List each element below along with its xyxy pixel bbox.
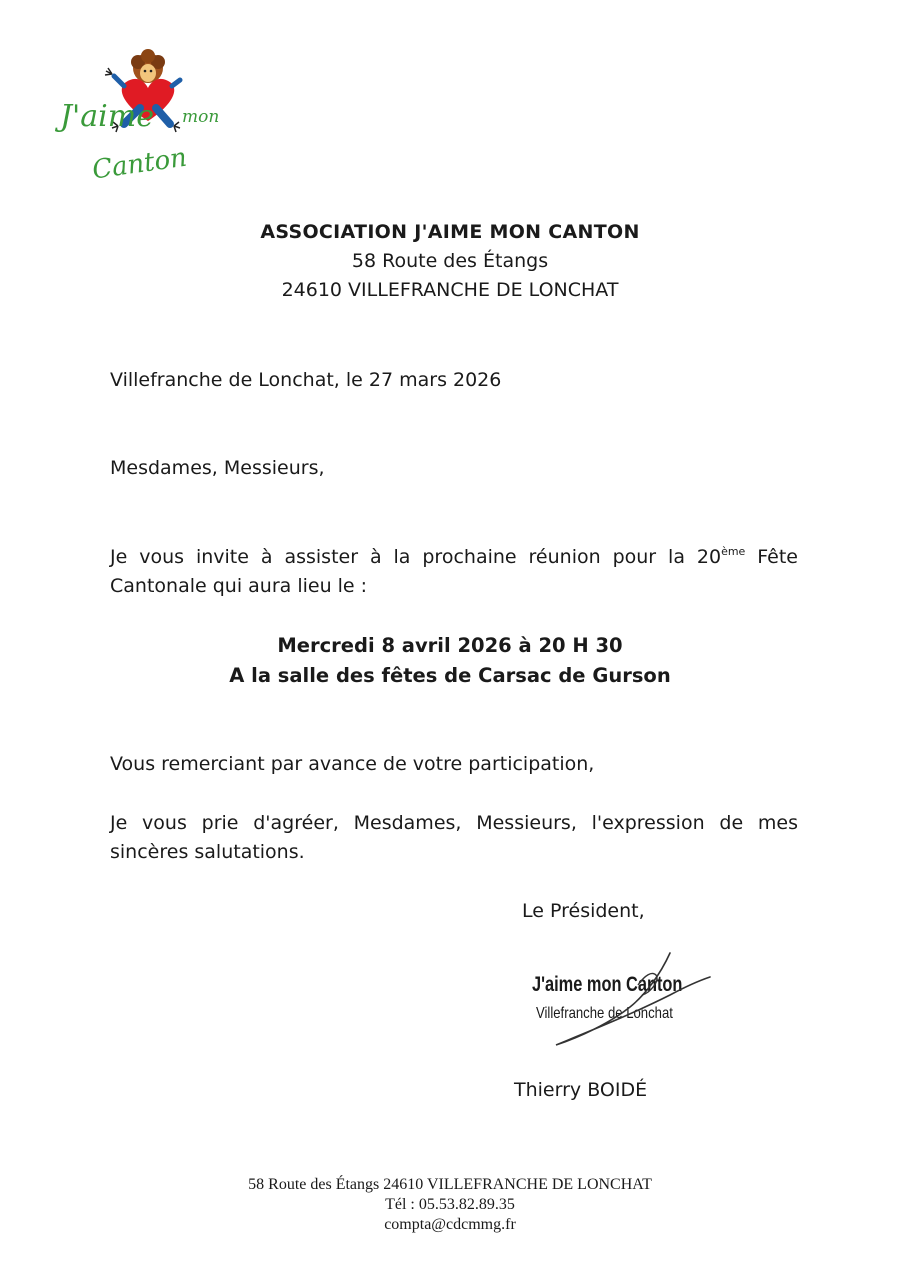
closing-paragraph: Je vous prie d'agréer, Mesdames, Messieurs, l'expression de mes sincères salutations. [110, 812, 798, 863]
logo-text-jaime: J'aime [60, 99, 154, 134]
ordinal-suffix: ème [721, 545, 746, 558]
signatory-title: Le Président, [522, 900, 645, 922]
association-city: 24610 VILLEFRANCHE DE LONCHAT [281, 279, 619, 301]
invitation-paragraph [110, 543, 798, 601]
stamp-line-2: Villefranche de Lonchat [536, 1005, 673, 1022]
association-name: ASSOCIATION J'AIME MON CANTON [260, 221, 640, 243]
meeting-place: A la salle des fêtes de Carsac de Gurson [229, 664, 671, 687]
sender-header [0, 218, 900, 305]
meeting-date: Mercredi 8 avril 2026 à 20 H 30 [277, 634, 623, 657]
footer-address: 58 Route des Étangs 24610 VILLEFRANCHE DE LONCHAT [248, 1176, 652, 1193]
association-street: 58 Route des Étangs [351, 250, 549, 272]
logo-text-canton: Canton [90, 142, 189, 186]
logo-text-mon: mon [182, 107, 220, 127]
handwritten-signature [520, 945, 720, 1055]
meeting-details [0, 631, 900, 691]
stamp-line-1: J'aime mon Canton [532, 973, 683, 996]
footer-phone: Tél : 05.53.82.89.35 [385, 1196, 515, 1213]
thanks-line: Vous remerciant par avance de votre participation, [110, 753, 595, 775]
association-logo [52, 46, 232, 196]
invitation-text-part1: Je vous invite à assister à la prochaine réunion pour la 20 [110, 546, 722, 568]
salutation: Mesdames, Messieurs, [110, 457, 325, 479]
invitation-text-part2: Fête Cantonale qui aura lieu le : [110, 546, 798, 597]
signatory-name: Thierry BOIDÉ [514, 1079, 648, 1101]
page-footer [0, 1175, 900, 1235]
footer-email: compta@cdcmmg.fr [384, 1216, 516, 1233]
place-date: Villefranche de Lonchat, le 27 mars 2026 [110, 369, 502, 391]
